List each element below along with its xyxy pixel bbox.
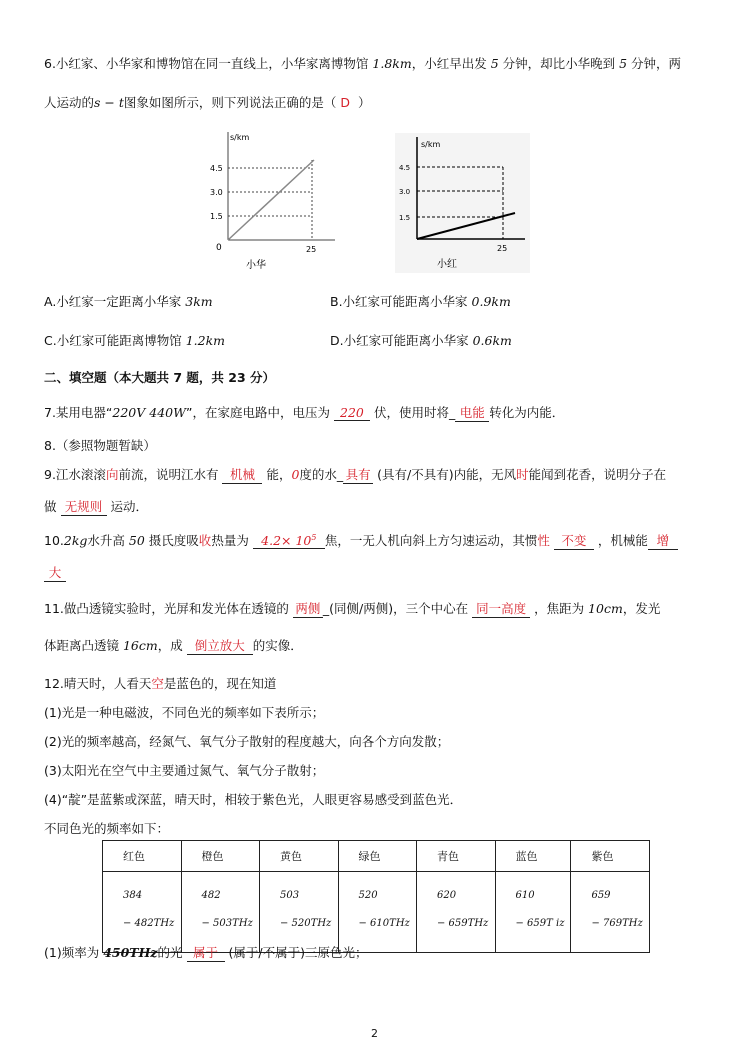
table-header-cell: 黄色 [260,841,339,872]
q10-answer-3b: 大 [44,563,66,582]
table-header-cell: 绿色 [338,841,417,872]
graph1-xtick: 25 [306,245,317,254]
q9-answer-2: 具有 [343,465,373,484]
q7-answer-1: 220 [334,405,370,421]
q11-answer-3: 倒立放大 [187,636,253,655]
q11-line2: 体距离凸透镜 16cm，成 倒立放大 的实像． [44,638,303,653]
q6-answer: D [340,95,351,110]
table-cell: 520 − 610THz [338,872,417,953]
table-header-cell: 青色 [417,841,496,872]
table-cell: 620 − 659THz [417,872,496,953]
table-cell: 482 − 503THz [181,872,260,953]
q11-answer-2: 同一高度 [472,599,530,618]
graph1-ytick-30: 3.0 [210,188,223,197]
option-a: A.小红家一定距离小华家 3km [44,294,213,309]
graph1-caption: 小华 [246,260,266,271]
q7-answer-2: 电能 [455,403,489,422]
q12-point-3: (3)太阳光在空气中主要通过氮气、氧气分子散射； [44,763,325,778]
frequency-table [102,840,650,953]
table-cell: 384 − 482THz [103,872,182,953]
q8: 8.（参照物题暂缺） [44,438,156,453]
q7: 7.某用电器“220V 440W”，在家庭电路中，电压为 220 伏，使用时将_ 电能 转化为内能． [44,405,565,420]
table-header-row [103,841,650,872]
table-header-cell: 紫色 [571,841,650,872]
q9-line1: 9.江水滚滚向前流，说明江水有 机械 能，0度的水_ 具有 (具有/不具有)内能，无风时能闻到花香，说明分子在 [44,467,667,482]
q9-line2: 做 无规则 运动． [44,499,148,514]
q6-line2: 人运动的s − t图象如图所示，则下列说法正确的是（ D ） [44,95,371,110]
table-cell: 610 − 659T iz [495,872,571,953]
q12-sub1-answer: 属于 [187,943,225,962]
q10-line1: 10.2kg水升高 50 摄氏度吸收热量为 $4.2\times 10^5$ 焦，一无人机向斜上方匀速运动，其惯性 不变 ，机械能 增 [44,531,678,550]
graph2-caption: 小红 [437,259,457,270]
graph2-xtick: 25 [497,244,508,253]
q12-intro: 12.晴天时，人看天空是蓝色的，现在知道 [44,676,277,691]
q10-answer-1: $4.2\times 10^5$ [253,533,325,549]
table-header-cell: 红色 [103,841,182,872]
graph2-ytick-30: 3.0 [399,188,411,196]
table-cell: 503 − 520THz [260,872,339,953]
q12-point-4: (4)“靛”是蓝紫或深蓝，晴天时，相较于紫色光，人眼更容易感受到蓝色光． [44,792,463,807]
option-c: C.小红家可能距离博物馆 1.2km [44,333,225,348]
graph-xiaohong [395,133,530,273]
graph2-ytick-15: 1.5 [399,214,411,222]
graph1-ytick-45: 4.5 [210,164,223,173]
table-row [103,872,650,953]
q12-point-1: (1)光是一种电磁波，不同色光的频率如下表所示； [44,705,325,720]
q11-line1: 11.做凸透镜实验时，光屏和发光体在透镜的 两侧 _(同侧/两侧)，三个中心在 同一高度 ，焦距为 10cm，发光 [44,601,661,616]
q11-answer-1: 两侧 [293,599,323,618]
graph1-line [228,160,314,240]
q6-line1: 6.小红家、小华家和博物馆在同一直线上，小华家离博物馆 1.8km，小红早出发 5 分钟，却比小华晚到 5 分钟，两 [44,56,682,71]
graph1-origin: 0 [216,243,222,253]
graph1-ytick-15: 1.5 [210,212,223,221]
option-d: D.小红家可能距离小华家 0.6km [330,333,512,348]
table-title: 不同色光的频率如下： [44,821,170,836]
q12-sub1: (1)频率为 450THz的光 属于 (属于/不属于)三原色光； [44,945,368,960]
q9-answer-3: 无规则 [61,497,107,516]
q12-point-2: (2)光的频率越高，经氮气、氧气分子散射的程度越大，向各个方向发散； [44,734,450,749]
table-header-cell: 蓝色 [495,841,571,872]
graph2-ylabel: s/km [421,140,441,149]
q10-answer-2: 不变 [554,531,594,550]
table-cell: 659 − 769THz [571,872,650,953]
q9-answer-1: 机械 [222,465,262,484]
graph1-ylabel: s/km [230,133,250,142]
table-header-cell: 橙色 [181,841,260,872]
graph2-background [395,133,530,273]
option-b: B.小红家可能距离小华家 0.9km [330,294,511,309]
graph-xiaohua [200,128,340,278]
q10-answer-3a: 增 [648,531,678,550]
page-number: 2 [371,1027,378,1040]
graph2-ytick-45: 4.5 [399,164,411,172]
q10-line2 [44,563,66,582]
section-heading: 二、填空题（本大题共 7 题，共 23 分） [44,370,276,385]
